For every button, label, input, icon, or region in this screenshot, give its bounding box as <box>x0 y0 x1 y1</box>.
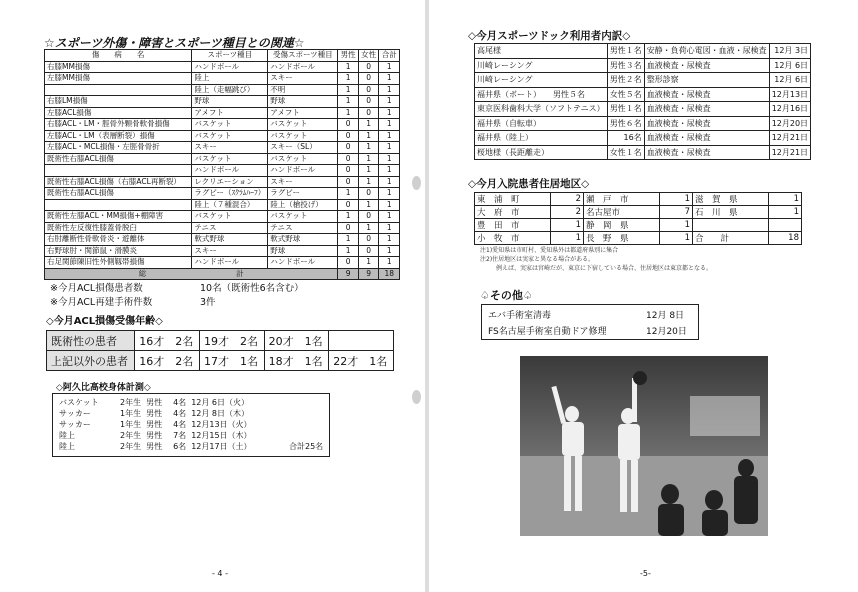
dock-exam: 安静・負荷心電図・血液・尿検査 <box>644 44 769 59</box>
injury-section-title: ☆スポーツ外傷・障害とスポーツ種目との関連☆ <box>44 36 305 50</box>
female-cell: 0 <box>358 245 379 257</box>
list-item <box>59 441 257 452</box>
total-female: 9 <box>358 268 379 280</box>
sport-cell: バスケット <box>192 211 268 223</box>
list-item <box>59 408 257 419</box>
fitness-date: 12月15日（木） <box>191 431 252 440</box>
residence-table <box>474 192 802 245</box>
male-cell: 1 <box>338 107 359 119</box>
sport-cell: スキー <box>192 245 268 257</box>
female-cell: 0 <box>358 211 379 223</box>
page-number-left: - 4 - <box>212 569 228 578</box>
injured-sport-cell: バスケット <box>268 119 338 131</box>
sport-cell: ハンドボール <box>192 165 268 177</box>
table-row <box>475 73 811 88</box>
dock-exam: 血液検査・尿検査 <box>644 116 769 131</box>
acl-surgery-count-value: 3件 <box>200 297 216 308</box>
other-item-date: 12月20日 <box>646 327 687 337</box>
fitness-count: 4名 <box>173 409 187 418</box>
female-cell: 1 <box>358 165 379 177</box>
dock-count: 男性２名 <box>607 73 644 88</box>
injured-sport-cell: スキー（SL） <box>268 142 338 154</box>
female-cell: 1 <box>358 176 379 188</box>
dock-count: 男性１名 <box>607 44 644 59</box>
list-item <box>59 419 257 430</box>
age-row-other <box>47 351 394 371</box>
age-section-title: ◇今月ACL損傷受傷年齢◇ <box>46 316 163 327</box>
table-row <box>45 211 400 223</box>
residence-area: 石 川 県 <box>693 206 769 219</box>
age-cell: 16才 2名 <box>135 351 200 371</box>
dock-count: 女性５名 <box>607 87 644 102</box>
female-cell: 1 <box>358 222 379 234</box>
residence-section-title: ◇今月入院患者住居地区◇ <box>468 178 590 190</box>
age-cell: 20才 1名 <box>264 331 329 351</box>
injury-name-cell <box>45 84 192 96</box>
table-row <box>45 176 400 188</box>
residence-area: 長 野 県 <box>584 232 660 245</box>
total-cell: 1 <box>379 199 400 211</box>
injury-name-cell: 右野球肘・関節鼠・滑膜炎 <box>45 245 192 257</box>
female-cell: 0 <box>358 61 379 73</box>
page-number-right: -5- <box>640 569 651 578</box>
dock-count: 女性１名 <box>607 145 644 160</box>
male-cell: 1 <box>338 211 359 223</box>
female-cell: 1 <box>358 142 379 154</box>
age-cell: 17才 1名 <box>199 351 264 371</box>
table-row <box>45 245 400 257</box>
injury-name-cell: 右膝ACL・LM・脛骨外顆骨軟骨損傷 <box>45 119 192 131</box>
injured-sport-cell: 野球 <box>268 245 338 257</box>
residence-area: 大 府 市 <box>475 206 551 219</box>
injury-name-cell: 左膝MM損傷 <box>45 73 192 85</box>
list-item <box>59 397 257 408</box>
age-cell: 18才 1名 <box>264 351 329 371</box>
fitness-sport: バスケット <box>59 398 99 407</box>
dock-user: 川崎レーシング <box>475 73 608 88</box>
acl-surgery-count-label: ※今月ACL再建手術件数 <box>50 297 153 308</box>
header-injury: 傷 病 名 <box>45 50 192 62</box>
total-cell: 1 <box>379 142 400 154</box>
male-cell: 1 <box>338 61 359 73</box>
total-cell: 1 <box>379 119 400 131</box>
residence-count: 1 <box>769 206 802 219</box>
dock-user: 福井県（陸上） <box>475 131 608 146</box>
sport-cell: ハンドボール <box>192 257 268 269</box>
total-cell: 1 <box>379 130 400 142</box>
injured-sport-cell: スキー <box>268 176 338 188</box>
fitness-sex: 男性 <box>146 409 163 418</box>
age-cell: 19才 2名 <box>199 331 264 351</box>
injury-table <box>44 49 400 280</box>
dock-count: 16名 <box>607 131 644 146</box>
dock-date: 12月 6日 <box>769 58 810 73</box>
injured-sport-cell: ハンドボール <box>268 61 338 73</box>
fitness-grade: 1年生 <box>120 409 142 418</box>
male-cell: 1 <box>338 245 359 257</box>
age-cell: 16才 2名 <box>135 331 200 351</box>
fitness-sex: 男性 <box>146 442 163 451</box>
table-row <box>475 102 811 117</box>
injury-name-cell: 左膝ACL・LM（表層断裂）損傷 <box>45 130 192 142</box>
injury-total-row <box>45 268 400 280</box>
male-cell: 1 <box>338 234 359 246</box>
fitness-count: 6名 <box>173 442 187 451</box>
male-cell: 0 <box>338 142 359 154</box>
dock-date: 12月 3日 <box>769 44 810 59</box>
injury-name-cell: 既術性右膝ACL損傷（右膝ACL再断裂） <box>45 176 192 188</box>
other-item-label: FS名古屋手術室自動ドア修理 <box>488 327 607 337</box>
table-row <box>475 145 811 160</box>
dock-user: 桜地様（長距離走） <box>475 145 608 160</box>
age-row-label: 上記以外の患者 <box>47 351 135 371</box>
fitness-sex: 男性 <box>146 398 163 407</box>
total-cell: 1 <box>379 153 400 165</box>
fitness-grade: 2年生 <box>120 431 142 440</box>
injured-sport-cell: ラグビー <box>268 188 338 200</box>
injured-sport-cell: アメフト <box>268 107 338 119</box>
fitness-date: 12月13日（火） <box>191 420 252 429</box>
total-cell: 1 <box>379 96 400 108</box>
table-row <box>475 44 811 59</box>
dock-count: 男性３名 <box>607 58 644 73</box>
table-row <box>45 96 400 108</box>
male-cell: 0 <box>338 165 359 177</box>
male-cell: 1 <box>338 73 359 85</box>
residence-count <box>769 219 802 232</box>
dock-date: 12月13日 <box>769 87 810 102</box>
fitness-count: 4名 <box>173 420 187 429</box>
residence-count: 18 <box>769 232 802 245</box>
residence-count: 1 <box>660 232 693 245</box>
fitness-grade: 2年生 <box>120 442 142 451</box>
sport-cell: 陸上（走幅跳び） <box>192 84 268 96</box>
male-cell: 0 <box>338 257 359 269</box>
male-cell: 1 <box>338 96 359 108</box>
male-cell: 0 <box>338 176 359 188</box>
dock-section-title: ◇今月スポーツドック利用者内訳◇ <box>468 30 631 42</box>
injured-sport-cell: スキー <box>268 73 338 85</box>
dock-user: 東京医科歯科大学（ソフトテニス） <box>475 102 608 117</box>
header-sport: スポーツ種目 <box>192 50 268 62</box>
table-row <box>45 234 400 246</box>
dock-exam: 血液検査・尿検査 <box>644 102 769 117</box>
female-cell: 1 <box>358 257 379 269</box>
age-row-label: 既術性の患者 <box>47 331 135 351</box>
injured-sport-cell: ハンドボール <box>268 165 338 177</box>
dock-count: 男性６名 <box>607 116 644 131</box>
header-female: 女性 <box>358 50 379 62</box>
female-cell: 0 <box>358 188 379 200</box>
fitness-total: 合計25名 <box>289 442 324 451</box>
table-row <box>45 73 400 85</box>
dock-date: 12月 6日 <box>769 73 810 88</box>
total-cell: 1 <box>379 176 400 188</box>
total-cell: 1 <box>379 107 400 119</box>
injured-sport-cell: バスケット <box>268 130 338 142</box>
total-cell: 1 <box>379 211 400 223</box>
total-male: 9 <box>338 268 359 280</box>
injury-name-cell: 右肘離断性骨軟骨炎・遊離体 <box>45 234 192 246</box>
injured-sport-cell: テニス <box>268 222 338 234</box>
dock-exam: 血液検査・尿検査 <box>644 145 769 160</box>
dock-user: 川崎レーシング <box>475 58 608 73</box>
list-item <box>59 430 257 441</box>
residence-count: 2 <box>551 193 584 206</box>
table-row <box>45 257 400 269</box>
injured-sport-cell: ハンドボール <box>268 257 338 269</box>
table-row <box>475 193 802 206</box>
total-cell: 1 <box>379 222 400 234</box>
total-cell: 1 <box>379 73 400 85</box>
injury-name-cell: 既術性右膝ACL損傷 <box>45 153 192 165</box>
residence-area: 小 牧 市 <box>475 232 551 245</box>
injury-table-header <box>45 50 400 62</box>
sport-cell: ラグビー（ｽｸﾗﾑﾊｰﾌ） <box>192 188 268 200</box>
dock-count: 男性１名 <box>607 102 644 117</box>
total-cell: 1 <box>379 84 400 96</box>
total-cell: 1 <box>379 234 400 246</box>
fitness-section-title: ◇阿久比高校身体計測◇ <box>56 383 151 393</box>
fitness-table <box>59 397 257 452</box>
table-row <box>45 188 400 200</box>
dock-user: 福井県（自転車） <box>475 116 608 131</box>
male-cell: 0 <box>338 153 359 165</box>
residence-count: 1 <box>660 193 693 206</box>
fitness-count: 4名 <box>173 398 187 407</box>
residence-note-1: 注1)愛知県は市町村、愛知県外は都道府県別に集合 <box>480 247 619 254</box>
fitness-sex: 男性 <box>146 431 163 440</box>
table-row <box>45 199 400 211</box>
total-cell: 1 <box>379 61 400 73</box>
female-cell: 1 <box>358 119 379 131</box>
dock-date: 12月20日 <box>769 116 810 131</box>
male-cell: 0 <box>338 119 359 131</box>
fitness-date: 12月 6日（火） <box>191 398 249 407</box>
sport-cell: 陸上 <box>192 73 268 85</box>
fitness-sport: 陸上 <box>59 431 75 440</box>
table-row <box>475 232 802 245</box>
table-row <box>45 165 400 177</box>
male-cell: 0 <box>338 130 359 142</box>
fitness-sport: 陸上 <box>59 442 75 451</box>
residence-note-3: 例えば、実家は宮崎だが、東京に下宿している場合、住居地区は東京都となる。 <box>496 265 713 272</box>
header-total: 合計 <box>379 50 400 62</box>
sport-cell: アメフト <box>192 107 268 119</box>
residence-area: 合 計 <box>693 232 769 245</box>
dock-exam: 血液検査・尿検査 <box>644 131 769 146</box>
table-row <box>45 84 400 96</box>
age-cell: 22才 1名 <box>329 351 394 371</box>
injured-sport-cell: 野球 <box>268 96 338 108</box>
male-cell: 1 <box>338 84 359 96</box>
table-row <box>475 58 811 73</box>
total-cell: 1 <box>379 245 400 257</box>
female-cell: 1 <box>358 130 379 142</box>
header-injured-sport: 受傷スポーツ種目 <box>268 50 338 62</box>
dock-exam: 整形診察 <box>644 73 769 88</box>
dock-date: 12月16日 <box>769 102 810 117</box>
acl-patient-count-value: 10名（既術性6名含む） <box>200 283 304 294</box>
sport-cell: 陸上（７種混合） <box>192 199 268 211</box>
female-cell: 0 <box>358 96 379 108</box>
male-cell: 1 <box>338 188 359 200</box>
residence-area: 名古屋市 <box>584 206 660 219</box>
sport-cell: 野球 <box>192 96 268 108</box>
fitness-sex: 男性 <box>146 420 163 429</box>
sport-cell: テニス <box>192 222 268 234</box>
residence-area: 瀬 戸 市 <box>584 193 660 206</box>
injury-name-cell: 左膝ACL・MCL損傷・左脛骨骨折 <box>45 142 192 154</box>
sport-cell: バスケット <box>192 130 268 142</box>
fitness-box <box>52 393 330 457</box>
table-row <box>475 206 802 219</box>
male-cell: 0 <box>338 222 359 234</box>
fitness-grade: 1年生 <box>120 420 142 429</box>
sport-cell: レクリエーション <box>192 176 268 188</box>
injury-name-cell: 右膝MM損傷 <box>45 61 192 73</box>
residence-area: 東 浦 町 <box>475 193 551 206</box>
table-row <box>475 131 811 146</box>
dock-date: 12月21日 <box>769 131 810 146</box>
residence-area: 豊 田 市 <box>475 219 551 232</box>
fitness-date: 12月 8日（木） <box>191 409 249 418</box>
injury-name-cell <box>45 199 192 211</box>
injury-name-cell: 右足関節陳旧性外側靱帯損傷 <box>45 257 192 269</box>
dock-user: 福井県（ボート） 男性５名 <box>475 87 608 102</box>
binder-hole-bottom <box>412 390 421 404</box>
female-cell: 0 <box>358 84 379 96</box>
table-row <box>45 153 400 165</box>
dock-table <box>474 43 811 160</box>
other-item-date: 12月 8日 <box>646 311 685 321</box>
total-label: 総 計 <box>45 268 338 280</box>
table-row <box>475 219 802 232</box>
dock-exam: 血液検査・尿検査 <box>644 58 769 73</box>
basketball-game-photo <box>520 356 768 536</box>
header-male: 男性 <box>338 50 359 62</box>
injured-sport-cell: 不明 <box>268 84 338 96</box>
age-cell <box>329 331 394 351</box>
other-item-label: エバ手術室清毒 <box>488 311 552 321</box>
residence-area: 静 岡 県 <box>584 219 660 232</box>
male-cell: 0 <box>338 199 359 211</box>
photo-illustration <box>520 356 768 536</box>
injured-sport-cell: バスケット <box>268 211 338 223</box>
total-cell: 1 <box>379 165 400 177</box>
total-cell: 1 <box>379 188 400 200</box>
injury-name-cell: 既術性右膝ACL損傷 <box>45 188 192 200</box>
binder-hole-top <box>412 176 421 190</box>
table-row <box>45 107 400 119</box>
sport-cell: スキー <box>192 142 268 154</box>
fitness-sport: サッカー <box>59 420 91 429</box>
fitness-grade: 2年生 <box>120 398 142 407</box>
injury-name-cell: 既術性左膝ACL・MM損傷+棚障害 <box>45 211 192 223</box>
injury-name-cell <box>45 165 192 177</box>
female-cell: 0 <box>358 73 379 85</box>
table-row <box>475 87 811 102</box>
injured-sport-cell: バスケット <box>268 153 338 165</box>
injury-name-cell: 右膝LM損傷 <box>45 96 192 108</box>
dock-exam: 血液検査・尿検査 <box>644 87 769 102</box>
age-row-prior <box>47 331 394 351</box>
residence-count: 2 <box>551 206 584 219</box>
sport-cell: バスケット <box>192 119 268 131</box>
residence-count: 1 <box>551 219 584 232</box>
injury-name-cell: 左膝ACL損傷 <box>45 107 192 119</box>
table-row <box>45 119 400 131</box>
female-cell: 0 <box>358 234 379 246</box>
table-row <box>45 130 400 142</box>
acl-patient-count-label: ※今月ACL損傷患者数 <box>50 283 143 294</box>
fitness-date: 12月17日（土） <box>191 442 252 451</box>
residence-count: 7 <box>660 206 693 219</box>
female-cell: 0 <box>358 107 379 119</box>
residence-count: 1 <box>551 232 584 245</box>
injured-sport-cell: 陸上（槍投げ） <box>268 199 338 211</box>
fitness-sport: サッカー <box>59 409 91 418</box>
residence-area <box>693 219 769 232</box>
table-row <box>475 116 811 131</box>
sport-cell: ハンドボール <box>192 61 268 73</box>
table-row <box>45 222 400 234</box>
other-section-title: ♤その他♤ <box>480 289 533 302</box>
residence-note-2: 注2)住居地区は実家と異なる場合がある。 <box>480 256 595 263</box>
age-table <box>46 330 394 371</box>
injured-sport-cell: 軟式野球 <box>268 234 338 246</box>
residence-area: 滋 賀 県 <box>693 193 769 206</box>
dock-date: 12月21日 <box>769 145 810 160</box>
dock-user: 高尾様 <box>475 44 608 59</box>
female-cell: 1 <box>358 153 379 165</box>
residence-count: 1 <box>769 193 802 206</box>
residence-count: 1 <box>660 219 693 232</box>
table-row <box>45 142 400 154</box>
table-row <box>45 61 400 73</box>
fitness-count: 7名 <box>173 431 187 440</box>
sport-cell: 軟式野球 <box>192 234 268 246</box>
injury-name-cell: 既術性左反復性膝蓋骨脱臼 <box>45 222 192 234</box>
female-cell: 1 <box>358 199 379 211</box>
total-cell: 1 <box>379 257 400 269</box>
other-box <box>481 304 699 340</box>
sport-cell: バスケット <box>192 153 268 165</box>
total-all: 18 <box>379 268 400 280</box>
